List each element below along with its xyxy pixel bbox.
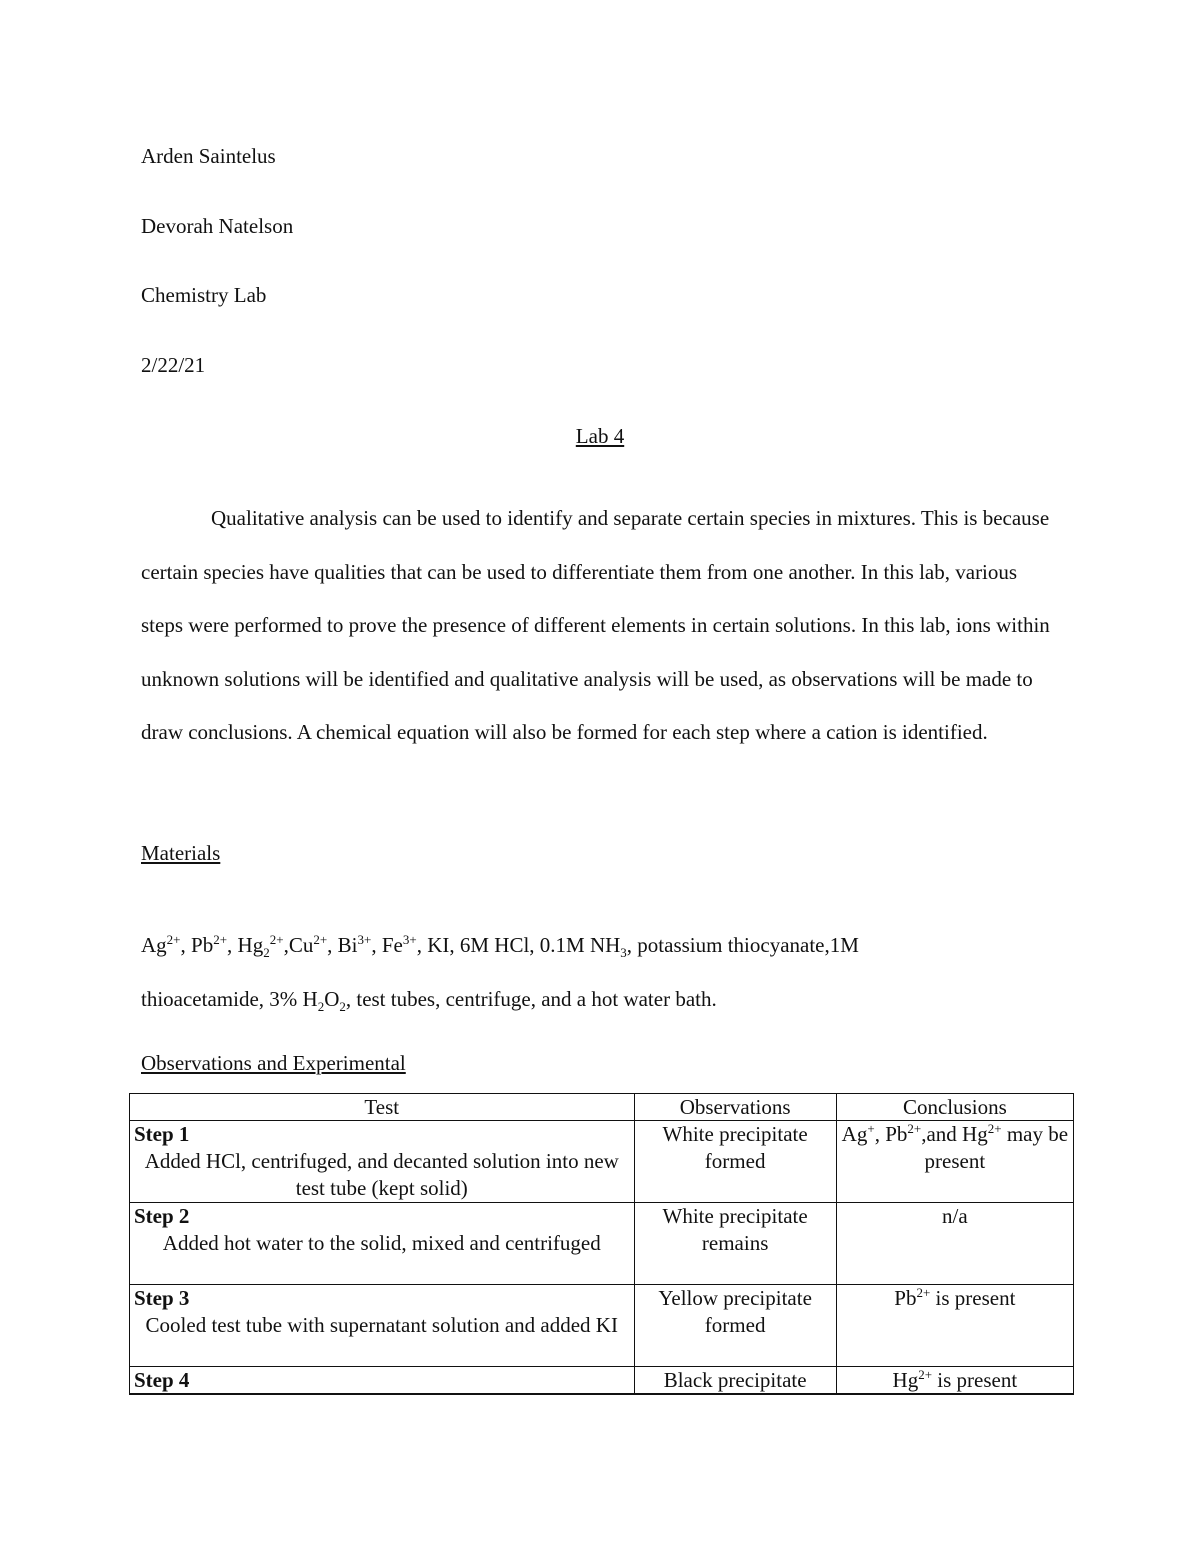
conclusion-text: Hg — [892, 1368, 919, 1392]
conclusion-text: Pb — [894, 1286, 917, 1310]
step-label: Step 4 — [134, 1368, 190, 1392]
materials-line2-a: thioacetamide, 3% H — [141, 987, 318, 1011]
conclusion-text: is present — [932, 1368, 1018, 1392]
materials-line2-c: , test tubes, centrifuge, and a hot water bath. — [345, 987, 717, 1011]
materials-line1-a: KI, 6M HCl, 0.1M NH — [427, 933, 621, 957]
conclusion-text: may be present — [924, 1122, 1069, 1173]
table-header-row — [130, 1094, 1074, 1121]
conclusion-cell — [836, 1121, 1073, 1203]
conclusion-cell — [836, 1285, 1073, 1367]
conclusion-sup: 2+ — [916, 1285, 931, 1300]
conclusion-text: , Pb — [874, 1122, 908, 1146]
conclusion-cell — [836, 1203, 1073, 1285]
step-label: Step 1 — [134, 1122, 190, 1146]
table-row — [130, 1203, 1074, 1285]
step-description: Cooled test tube with supernatant solution and added KI — [145, 1313, 618, 1337]
step-label: Step 2 — [134, 1204, 190, 1228]
test-cell — [130, 1203, 635, 1285]
author-name-1: Arden Saintelus — [141, 144, 276, 168]
materials-line2-b: O — [324, 987, 340, 1011]
materials-line1-b: , potassium thiocyanate,1M — [626, 933, 859, 957]
ion-bi: $Bi^{3+}$, — [337, 932, 382, 957]
conclusion-cell — [836, 1367, 1073, 1395]
column-header-conclusions: Conclusions — [836, 1094, 1073, 1121]
observations-table — [129, 1093, 1074, 1395]
conclusion-sup: 2+ — [918, 1367, 933, 1382]
table-row — [130, 1121, 1074, 1203]
ion-hg: $Hg_2^{2+}$, — [237, 932, 289, 961]
ion-ag: $Ag^{2+}$, — [141, 932, 192, 957]
observation-cell: White precipitate remains — [634, 1203, 836, 1285]
ion-fe: $Fe^{3+}$, — [381, 932, 428, 957]
test-cell — [130, 1121, 635, 1203]
observation-cell: White precipitate formed — [634, 1121, 836, 1203]
ion-pb: $Pb^{2+}$, — [191, 932, 238, 957]
conclusion-sup: + — [867, 1121, 875, 1136]
conclusion-text: n/a — [942, 1204, 968, 1228]
table-row — [130, 1367, 1074, 1395]
conclusion-sup: 2+ — [987, 1121, 1002, 1136]
column-header-test: Test — [130, 1094, 635, 1121]
course-name: Chemistry Lab — [141, 283, 267, 307]
column-header-observations: Observations — [634, 1094, 836, 1121]
materials-line1-sub: 3 — [620, 945, 627, 961]
observations-heading: Observations and Experimental — [141, 1051, 406, 1075]
materials-line2-sub1: 2 — [317, 999, 325, 1015]
page-title — [0, 423, 1200, 449]
intro-paragraph: Qualitative analysis can be used to identify and separate certain species in mixtures. This is because certain species have qualities that can be used to differentiate them from one another. In this lab, various steps were performed to prove the presence of different elements in certain solutions. In this lab, ions within unknown solutions will be identified and qualitative analysis will be used, as observations will be made to draw conclusions. A chemical equation will also be formed for each step where a cation is identified. — [141, 506, 1050, 745]
materials-heading: Materials — [141, 841, 221, 865]
table-row — [130, 1285, 1074, 1367]
conclusion-text: ,and Hg — [921, 1122, 988, 1146]
observation-cell: Black precipitate — [634, 1367, 836, 1395]
observation-cell: Yellow precipitate formed — [634, 1285, 836, 1367]
test-cell — [130, 1285, 635, 1367]
step-description: Added HCl, centrifuged, and decanted solution into new test tube (kept solid) — [144, 1149, 619, 1200]
ion-cu: $Cu^{2+}$, — [288, 932, 338, 957]
page-title-text: Lab 4 — [575, 424, 625, 448]
test-cell — [130, 1367, 635, 1395]
materials-line2-sub2: 2 — [339, 999, 346, 1015]
step-description: Added hot water to the solid, mixed and centrifuged — [162, 1231, 601, 1255]
conclusion-text: Ag — [841, 1122, 868, 1146]
step-label: Step 3 — [134, 1286, 190, 1310]
author-name-2: Devorah Natelson — [141, 214, 294, 238]
materials-list — [141, 918, 1071, 1026]
conclusion-text: is present — [930, 1286, 1016, 1310]
conclusion-sup: 2+ — [907, 1121, 922, 1136]
report-date: 2/22/21 — [141, 353, 206, 377]
